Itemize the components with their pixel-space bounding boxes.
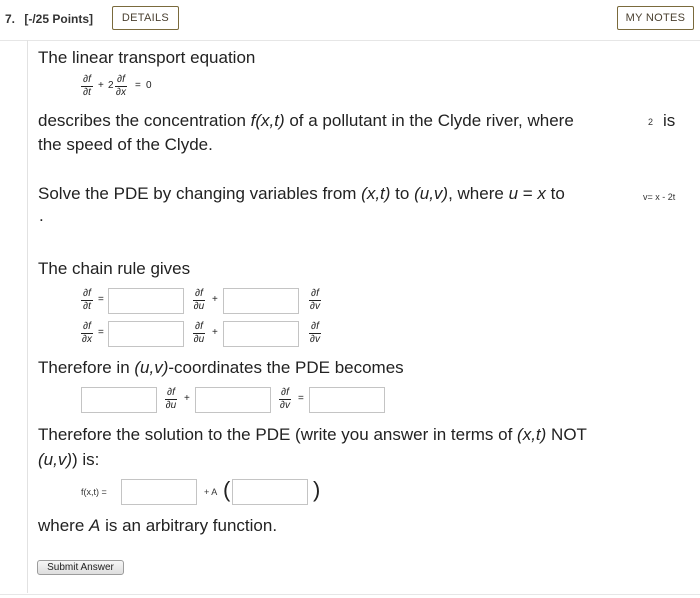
solve-period: .: [39, 206, 44, 225]
eq-coefficient: 2: [108, 80, 114, 91]
arbitrary-function-line: where A is an arbitrary function.: [38, 516, 278, 535]
open-paren: (: [223, 477, 231, 502]
chain-coef-x-v-input[interactable]: [223, 321, 299, 347]
chain-plus-2: +: [212, 327, 218, 338]
eq-equals: =: [135, 80, 141, 91]
uv-plus: +: [184, 393, 190, 404]
bottom-divider: [0, 594, 700, 595]
solution-a-argument-input[interactable]: [232, 479, 308, 505]
chain-plus-1: +: [212, 294, 218, 305]
f-label: f(x,t) =: [81, 487, 107, 497]
plus-a-label: + A: [204, 487, 218, 497]
uv-rhs-input[interactable]: [309, 387, 385, 413]
eq-frac-df-dx: ∂f ∂x: [116, 74, 126, 98]
uv-coordinates-line: Therefore in (u,v)-coordinates the PDE becomes: [38, 358, 404, 377]
uv-equals: =: [298, 393, 304, 404]
solution-line-1: Therefore the solution to the PDE (write you answer in terms of (x,t) NOT: [38, 425, 587, 444]
chain-frac-df-dv-2: ∂f ∂v: [310, 321, 320, 345]
chain-coef-x-u-input[interactable]: [108, 321, 184, 347]
eq-plus: +: [98, 80, 104, 91]
chain-rule-heading: The chain rule gives: [38, 259, 191, 278]
close-paren: ): [313, 477, 321, 502]
my-notes-button[interactable]: MY NOTES: [617, 6, 694, 30]
intro-line: The linear transport equation: [38, 48, 256, 67]
details-button[interactable]: DETAILS: [112, 6, 179, 30]
question-number-text: 7.: [5, 12, 16, 26]
uv-frac-df-du: ∂f ∂u: [165, 387, 177, 411]
v-definition: v= x - 2t: [643, 192, 676, 202]
uv-frac-df-dv: ∂f ∂v: [280, 387, 290, 411]
chain-equals-2: =: [98, 327, 104, 338]
description-line-1: describes the concentration f(x,t) of a pollutant in the Clyde river, where: [38, 111, 574, 130]
solution-first-input[interactable]: [121, 479, 197, 505]
eq-frac-df-dt: ∂f ∂t: [80, 74, 94, 98]
description-line-2: the speed of the Clyde.: [38, 135, 213, 154]
chain-frac-df-du-2: ∂f ∂u: [193, 321, 205, 345]
chain-coef-t-v-input[interactable]: [223, 288, 299, 314]
chain-frac-df-dx: ∂f ∂x: [82, 321, 92, 345]
chain-equals-1: =: [98, 294, 104, 305]
eq-zero: 0: [146, 80, 152, 91]
uv-coef-v-input[interactable]: [195, 387, 271, 413]
speed-value: 2: [648, 117, 654, 127]
uv-coef-u-input[interactable]: [81, 387, 157, 413]
question-number: [5, 12, 93, 26]
chain-coef-t-u-input[interactable]: [108, 288, 184, 314]
solve-line: Solve the PDE by changing variables from (x,t) to (u,v), where u = x to: [38, 184, 565, 203]
chain-frac-df-dt: ∂f ∂t: [80, 288, 94, 312]
chain-frac-df-du-1: ∂f ∂u: [193, 288, 205, 312]
submit-answer-button[interactable]: Submit Answer: [37, 560, 124, 575]
points-label: [-/25 Points]: [24, 12, 94, 26]
solution-line-2: (u,v)) is:: [38, 450, 100, 469]
chain-frac-df-dv-1: ∂f ∂v: [310, 288, 320, 312]
question-header: [0, 0, 700, 41]
is-word: is: [663, 111, 676, 130]
